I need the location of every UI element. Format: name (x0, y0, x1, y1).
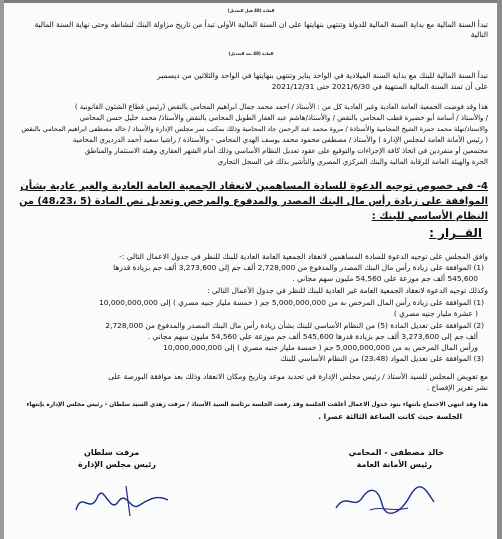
page-border-right (497, 0, 502, 539)
item4-body-line-3: 545,600 ألف جم موزعة على 54,560 مليون سهم مجاني . (292, 274, 478, 283)
signature-right-name: خالد مصطفى - المحامي (348, 448, 444, 457)
item4-body-line-12: نشر تقرير الإفصاح . (426, 383, 488, 392)
item4-body-line-7: (2) الموافقة على تعديل المادة (5) من النظام الأساسي للبنك بشأن زيادة رأس مال البنك المصدر والمدفوع من 2,728,000 (105, 321, 484, 330)
item4-body-line-11: مع تفويض المجلس للسيد الأستاذ / رئيس مجلس الإدارة في تحديد موعد وتاريخ ومكان الانعقاد وذلك بعد موافقة البورصة على (108, 372, 488, 381)
attendance-line-5: مجتمعين أو منفردين في اتخاذ كافة الإجراءات والتوقيع على عقود تعديل النظام الأساسي وذلك أمام الشهر العقاري وهيئة الاستثمار والمناطق (84, 147, 488, 155)
item4-body-line-1: وافق المجلس على توجيه الدعوة للسادة المساهمين لانعقاد الجمعية العامة العادية للبنك للنظر في جدول الاعمال التالي :- (119, 252, 488, 261)
article48-after-text-line-2: على أن تمتد السنة المالية المنتهية في 2021/6/30 حتى 2021/12/31 (271, 82, 488, 91)
item4-body-line-5: (1) الموافقة على زيادة رأس المال المرخص به من 5,000,000,000 جم ( خمسة مليار جنيه مصري ) إلى 10,000,000,000 (99, 298, 484, 307)
item4-body-line-6: ( عشرة مليار جنيه مصري ) (393, 309, 478, 318)
signature-right-title: رئيس الأمانة العامة (356, 460, 432, 469)
closing-line-1: هذا وقد انتهى الاجتماع بانتهاء بنود جدول الاعمال أغلقت الجلسة وقد رفعت الجلسة برئاسة السيد الأستاذ / مرفت زهدي السيد سلطان - رئيس مجلس الإدارة بإنتهاء (26, 402, 488, 408)
article48-before-text-line-2: التالية (470, 30, 488, 39)
signature-left-name: مرفت سلطان (84, 448, 140, 457)
article48-before-heading: المادة (48 قبل التعديل) (227, 8, 275, 13)
attendance-line-4: ( رئيس الأمانة العامة لمجلس الإدارة ) والأستاذ / مصطفى محمود محمد يوسف الهدي المحامي - والأستاذة / راشيا سعيد أحمد الدرديري المحامية (72, 136, 488, 144)
item4-body-line-9: ورأس المال المرخص به من 5,000,000,000 جم ( خمسة مليار جنيه مصري ) إلى 10,000,000,000 (163, 343, 478, 352)
item4-heading-line-3: النظام الأساسي للبنك : (371, 211, 488, 222)
handwritten-signature-right (330, 480, 440, 520)
decision-title: القــرار : (429, 226, 482, 240)
item4-body-line-10: (3) الموافقة على تعديل المواد (23،48) من النظام الأساسي للبنك (280, 354, 484, 363)
item4-heading-line-2: الموافقة على زيادة رأس مال البنك المصدر والمدفوع والمرخص وتعديل نص المادة (5 ،48،23) من (19, 196, 488, 207)
item4-heading-line-1: 4- في خصوص توجيه الدعوة للسادة المساهمين لانعقاد الجمعية العامة العادية والغير عادية بشأن (20, 181, 488, 192)
signature-left-title: رئيس مجلس الإدارة (78, 460, 156, 469)
article48-after-text-line-1: تبدأ السنة المالية للبنك مع بداية السنة الميلادية في الواحد يناير وتنتهي بنهايتها في الواحد والثلاثين من ديسمبر (157, 71, 488, 80)
closing-line-2: الجلسة حيث كانت الساعة الثالثة عصرا . (318, 412, 462, 421)
attendance-line-1: هذا وقد فوضت الجمعية العامة العادية وغير العادية كل من : الأستاذ / احمد محمد جمال ابراهيم المحامي بالنقض (رئيس قطاع الشئون القانونية ) (74, 103, 488, 111)
item4-body-line-4: وكذلك توجيه الدعوة لانعقاد الجمعية العامة غير العادية للبنك للنظر في جدول الأعمال التالي : (207, 286, 488, 295)
item4-body-line-8: ألف جم إلى 3,273,600 ألف جم بزيادة قدرها 545,600 ألف جم موزعة على 54,560 مليون سهم مجاني . (147, 332, 478, 341)
page-border-top (0, 0, 502, 3)
page-border-left (0, 0, 4, 539)
article48-after-heading: المادة (48 بعد التعديل) (228, 51, 274, 56)
item4-body-line-2: (1) الموافقة على زيادة رأس مال البنك المصدر والمدفوع من 2,728,000 ألف جم إلى 3,273,600 ألف جم بزيادة قدرها (113, 263, 484, 272)
handwritten-signature-left (68, 480, 178, 524)
attendance-line-2: / والأستاذ / أسامة أبو خضيرة قطب المحامي بالنقض / والأستاذ/هاشم عبد الغفار الطويل المحامي بالنقض والأستاذ/ محمد خليل حسن المحامي (79, 114, 488, 122)
article48-before-text-line-1: تبدأ السنة المالية مع بداية السنة المالية للدولة وتنتهي بنهايتها على ان السنة المالية الأولى تبدأ من تاريخ مزاولة البنك لنشاطه وحتى نهاية السنة المالية (34, 20, 488, 29)
attendance-line-6: الحرة والهيئة العامة للرقابة المالية والبنك المركزي المصري والتأشير بذلك في السجل التجاري (217, 158, 488, 166)
attendance-line-3: والاستاذ/نهلة محمد حمزة الشيخ المحامية والأستاذة / مروة محمد عبد الرحمن جاد المحامية وذلك بمكتب سر مجلس الإدارة والأستاذ / خالد مصطفى ابراهيم المحامي بالنقض (21, 125, 488, 133)
